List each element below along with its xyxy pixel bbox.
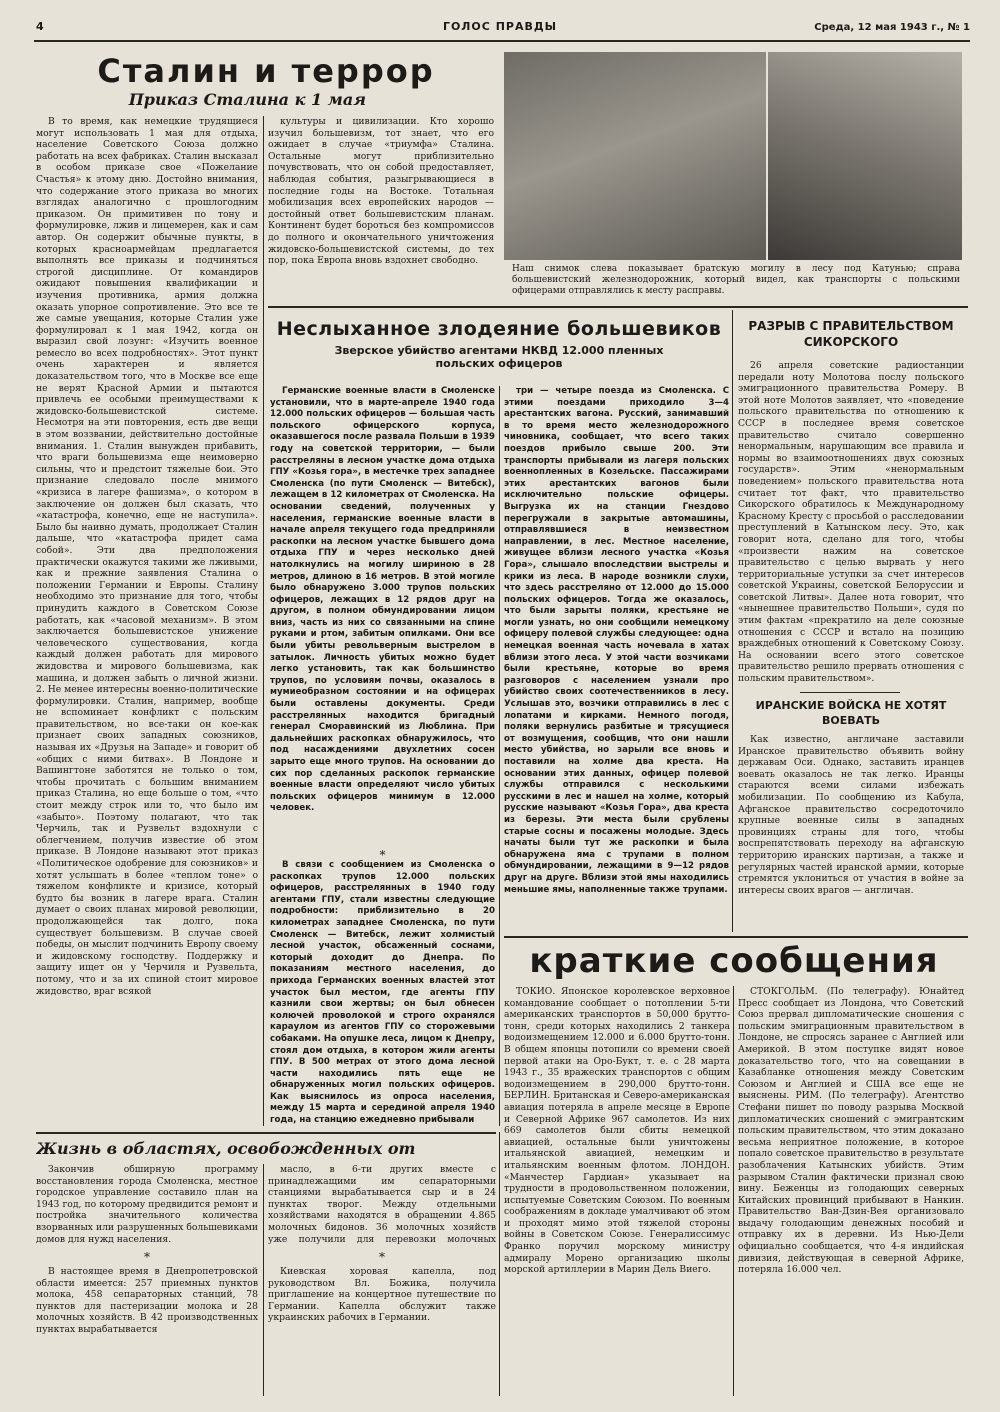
- separator-star: *: [379, 1250, 385, 1264]
- regions-col1b: В настоящее время в Днепропетровской области имеется: 257 приемных пунктов молока, 458 сепараторных станций, 78 пунктов для пастеризации молока и 28 молочных хозяйств. В 42 производственных пунктах вырабатывается: [36, 1266, 258, 1335]
- iran-headline: ИРАНСКИЕ ВОЙСКА НЕ ХОТЯТ ВОЕВАТЬ: [755, 699, 947, 727]
- separator-star: *: [144, 1250, 150, 1264]
- atrocity-col1b: В связи с сообщением из Смоленска о раскопках трупов 12.000 польских офицеров, расстрелянных в 1940 году агентами ГПУ, стали известны следующие подробности: приблизительно в 20 километрах западнее Смоленска, по пути Смоленск — Витебск, лежит холмистый лесной участок, обсаженный соснами, который доходит до Днепра. По показаниям местного населения, до прихода Германских военных властей этот участок был местом, где агенты ГПУ казнили свои жертвы; он был обнесен колючей проволокой и строго охранялся караулом из агентов ГПУ со сторожевыми собаками. На опушке леса, лицом к Днепру, стоял дом отдыха, в котором жили агенты ГПУ. В 500 метрах от этого дома лесной части находились пять еще не обнаруженных могил польских офицеров. Как выяснилось из опроса населения, между 15 марта и серединой апреля 1940 года, на станцию ежедневно прибывали: [270, 860, 495, 1126]
- regions-headline: Жизнь в областях, освобожденных от: [36, 1139, 416, 1158]
- stalin-article-col2: культуры и цивилизации. Кто хорошо изучил большевизм, тот знает, что его ожидает в случае «триумфа» Сталина. Остальные могут приблизительно почувствовать, что он собой предоставляет, наблюдая события, разыгрывающиеся в последние годы на Востоке. Тотальная мобилизация всех европейских народов — достойный ответ большевистским планам. Континент будет бороться без компромиссов до полного и окончательного уничтожения жидовско-большевистской системы, до тех пор, пока Европа вновь вздохнет свободно.: [268, 116, 494, 267]
- photo-caption: Наш снимок слева показывает братскую могилу в лесу под Катунью; справа большевистский железнодорожник, который видел, как транспорты с польскими офицерами отправлялись к месту расправы.: [512, 264, 960, 296]
- page-number: 4: [36, 20, 45, 33]
- atrocity-subheadline: Зверское убийство агентами НКВД 12.000 пленных польских офицеров: [334, 344, 664, 370]
- brief-news-headline: краткие сообщения: [529, 941, 939, 981]
- atrocity-header: [270, 318, 728, 382]
- separator-star: *: [379, 848, 386, 862]
- regions-col2b: Киевская хоровая капелла, под руководством Вл. Божика, получила приглашение на концертное путешествие по Германии. Капелла обслужит также украинских рабочих в Германии.: [268, 1266, 496, 1324]
- stalin-article-header: [36, 52, 496, 112]
- stalin-subtitle: Приказ Сталина к 1 мая: [128, 90, 366, 109]
- issue-date: Среда, 12 мая 1943 г., № 1: [814, 22, 970, 33]
- sikorski-text: 26 апреля советские радиостанции передали ноту Молотова послу польского эмиграционного правительства Ромеру. В этой ноте Молотов заявляет, что «поведение польского правительства по отношению к СССР в последнее время советское правительство считало совершенно ненормальным, нарушающим все правила и нормы во взаимоотношениях двух союзных государств». Этим «ненормальным поведением» польского правительства нота считает тот факт, что правительство Сикорского обратилось к Международному Красному Кресту с просьбой о расследовании преступлений в Катынском лесу. Это, как говорит нота, сделано для того, чтобы «произвести нажим на советское правительство с целью вырвать у него территориальные уступки за счет интересов советской Украины, советской Белоруссии и советской Литвы». Далее нота говорит, что «нынешнее правительство Польши», судя по этим фактам «прекратило на деле союзные отношения с СССР и встало на позицию враждебных отношений к Советскому Союзу. На основании всего этого советское правительство решило прервать отношения с польским правительством».: [738, 360, 964, 685]
- atrocity-col1: Германские военные власти в Смоленске установили, что в марте-апреле 1940 года 12.000 польских офицеров — большая часть польского офицерского корпуса, оказавшегося после развала Польши в 1939 году на советской территории, — были расстреляны в лесном участке дома отдыха ГПУ «Козья гора», в местечке трех западнее Смоленска (по пути Смоленск — Витебск), лежащем в 12 километрах от Смоленска. На основании сведений, полученных у населения, германские военные власти в начале апреля текущего года предприняли раскопки на лесном участке бывшего дома отдыха ГПУ и через несколько дней натолкнулись на могилу шириною в 28 метров, длиною в 16 метров. В этой могиле было обнаружено 3.000 трупов польских офицеров, лежащих в 12 рядов друг на другом, в полном обмундировании лицом вниз, часть из них со связанными на спине руками и ртом, забитым опилками. Они все были убиты револьверным выстрелом в затылок. Личность убитых можно будет легко установить, так как большинство трупов, по условиям почвы, оказалось в мумиеобразном состоянии и на офицерах были оставлены документы. Среди расстрелянных находится бригадный генерал Сморавинский из Люблина. При дальнейших раскопках обнаружилось, что под насаждениями двухлетних сосен зарыто еще много трупов. На основании до сих пор сделанных раскопок германские военные власти определяют число убитых польских офицеров минимум в 12.000 человек.: [270, 386, 495, 814]
- sikorski-headline: РАЗРЫВ С ПРАВИТЕЛЬСТВОМ СИКОРСКОГО: [748, 319, 954, 349]
- railwayman-photo: [768, 52, 962, 260]
- brief-news-col2: СТОКГОЛЬМ. (По телеграфу). Юнайтед Пресс сообщает из Лондона, что Советский Союз прервал дипломатические сношения с польским эмиграционным правительством в Лондоне, не спросясь заранее с Англией или Америкой. В этом поступке видят новое доказательство того, что на совещании в Казабланке отношения между Советским Союзом и Англией и США все еще не выяснены. РИМ. (По телеграфу). Агентство Стефани пишет по поводу разрыва Москвой дипломатических сношений с эмигрантским польским правительством, что этим доказано весьма неприятное положение, в которое попало советское правительство в результате разоблачения Катынских убийств. Этим разрывом Сталин фактически признал свою вину. Беженцы из голодающих северных Китайских провинций прибывают в Нанкин. Правительство Ван-Дзин-Вея организовало выдачу голодающим денежных пособий и отправку их в деревни. Из Нью-Дели официально сообщается, что 4-я индийская дивизия, действующая в северной Африке, потеряла 16.000 чел.: [738, 986, 964, 1276]
- brief-news-col1: ТОКИО. Японское королевское верховное командование сообщает о потоплении 5-ти американских транспортов в 50,000 брутто-тонн, среди которых находились 2 танкера водоизмещением 12.000 и 6.000 брутто-тонн. В общем японцы потопили со времени своей первой атаки на Оро-Букт, т. е. с 28 марта 1943 г., 35 вражеских транспортов с общим водоизмещением в 290,000 брутто-тонн. БЕРЛИН. Британская и Северо-американская авиация потеряла в апреле месяце в Европе и Северной Африке 967 самолетов. Из них 669 самолетов были сбиты немецкой авиацией, остальные были уничтожены итальянской авиацией, немецким и итальянским военным флотом. ЛОНДОН. «Манчестер Гардиан» указывает на трудности в продовольственном положении, испытуемые Советским Союзом. По военным соображениям в докладе умалчивают об этом и проходят мимо этой тяжелой стороны войны в Советском Союзе. Генералиссимус Франко поручил морскому министру адмиралу Морено организацию школы морской артиллерии в Марин Дель Виего.: [504, 986, 730, 1276]
- stalin-headline: Сталин и террор: [97, 52, 435, 90]
- mass-grave-photo: [504, 52, 766, 260]
- atrocity-col2: три — четыре поезда из Смоленска. С этими поездами приходило 3—4 арестантских вагона. Русский, занимавший в то время место железнодорожного чиновника, сообщает, что всего таких поездов прибыло свыше 200. Эти транспорты прибывали из лагеря польских военнопленных в Козельске. Пассажирами этих арестантских вагонов были исключительно польские офицеры. Выгрузка их на станции Гнездово перегружали в закрытые автомашины, отправлявшиеся в неизвестном направлении, в лес. Местное население, живущее вблизи лесного участка «Козья Гора», слышало впоследствии выстрелы и крики из леса. В народе возникли слухи, что здесь расстреляно от 12.000 до 15.000 польских офицеров. Тогда же оказалось, что были зарыты поляки, крестьяне не могли узнать, но они сообщили немецкому офицеру полевой службы следующее: одна немецкая военная часть ночевала в хатах вблизи этого леса. У этой части возчиками были крестьяне, которые во время разговоров с населением узнали про убийство своих соотечественников в лесу. Услышав это, возчики отправились в лес с лопатами и кирками. Немного погодя, поляки вернулись разбитые и трясущиеся от возмущения, сообщив, что они нашли место убийства, но зарыли все вновь и поставили на холме два креста. На основании этих данных, офицер полевой службы отправился с несколькими русскими в лес и нашел на холме, который русские называют «Козья Гора», два креста из березы. Эти места были срублены старые сосны и посажены молодые. Здесь начаты были тут же раскопки и была обнаружена яма с трупами в полном обмундировании, лежащими в 9—12 рядов друг на друге. Вблизи этой ямы находились меньшие ямы, наполненные также трупами.: [504, 386, 729, 895]
- iran-text: Как известно, англичане заставили Иранское правительство объявить войну державам Оси. Однако, заставить иранцев воевать оказалось не так легко. Иранцы стараются всеми силами избежать мобилизации. По сообщению из Кабула, Афганское правительство сосредоточило крупные военные силы в западных провинциях страны для того, чтобы воспрепятствовать переходу на афганскую территорию иранских партизан, а также и регулярных частей иранской армии, которые стремятся уклониться от участия в войне за интересы своих врагов — англичан.: [738, 734, 964, 896]
- newspaper-title: ГОЛОС ПРАВДЫ: [442, 20, 558, 33]
- atrocity-headline: Неслыханное злодеяние большевиков: [276, 318, 722, 340]
- regions-col2: масло, в 6-ти других вместе с принадлежащими им сепараторными станциями вырабатывается сыр и в 24 пунктах творог. Между отдельными хозяйствами находятся в обращении 4.865 молочных бидонов. 36 молочных хозяйств уже получили для перевозки молочных: [268, 1164, 496, 1244]
- stalin-article-col1: В то время, как немецкие трудящиеся могут использовать 1 мая для отдыха, население Советского Союза должно работать на всех фабриках. Сталин высказал в особом приказе свое «Пожелание Счастья» к этому дню. Достойно внимания, что содержание этого приказа во многих взглядах аналогично с прошлогодним приказом. Он примитивен по тону и формулировке, лжив и лицемерен, как и сам автор. Он содержит обычные пункты, в которых красноармейцам предлагается выполнять все приказы и подчиняться строгой дисциплине. От командиров ожидают повышения квалификации и изучения противника, армия должна оказать упорное сопротивление. Это все те же самые увещания, которые Сталин уже формулировал к 1 мая 1942, когда он выразил свой лозунг: «Изучить военное ремесло во всех подробностях». Этот пункт очень характерен и является доказательством того, что в Москве все еще не верят Красной Армии и пытаются привлечь ее особыми преимуществами к жидовско-большевистской системе. Несмотря на эти повторения, есть две вещи в этом воззвании, действительно достойные внимания. 1. Сталин вынужден прибавить, что враги большевизма еще неимоверно сильны, что и предстоит тяжелые бои. Это признание следовало после мнимого «кризиса в лагере фашизма», о котором в заключение он должен был сказать, что «катастрофа, конечно, еще не наступила». Было бы наивно думать, продолжает Сталин дальше, что «катастрофа придет сама собой». Эти два предположения практически окажутся такими же лживыми, как и прежние заявления Сталина о положении Германии и Европы. Сталину необходимо это признание для того, чтобы принудить каждого в Советском Союзе работать, как «часовой механизм». В этом заключается большевистское унижение человеческого существования, когда каждый должен работать для мирового жидовства и мирового большевизма, как машина, и должен забыть о личной жизни. 2. Не менее интересны военно-политические формулировки. Сталин, например, вообще не вспоминает конфликт с польским правительством, но все-таки он кое-как признает своих западных союзников, называя их «Друзья на Западе» и говорит об «общих с ними битвах». В Лондоне и Вашингтоне заботятся не только о том, чтобы прочитать с большим вниманием приказ Сталина, но еще больше о том, «что стоит между строк или то, что было им «забыто». Поэтому полагают, что так Черчиль, так и Рузвельт вздохнули с облегчением, получив известие об этом приказе. В Лондоне называют этот приказ «Политическое одобрение для союзников» и хотят услышать в более «теплом тоне» о тяжелом конфликте и кризисе, который будто бы возник в лагере врага. Сталин думает о своих планах мировой революции, продолжающейся так долго, пока существует большевизм. В случае своей победы, он мыслит подчинить Европу своему и жидовскому господству. Поддержку и защиту ищет он у Черчиля и Рузвельта, потому, что и за их спиной стоит мировое жидовство, враг всякой: [36, 116, 258, 997]
- regions-col1: Закончив обширную программу восстановления города Смоленска, местное городское управление составило план на 1943 год, по которому предвидится ремонт и постройка значительного количества взорванных или разрушенных большевиками домов для нужд населения.: [36, 1164, 258, 1244]
